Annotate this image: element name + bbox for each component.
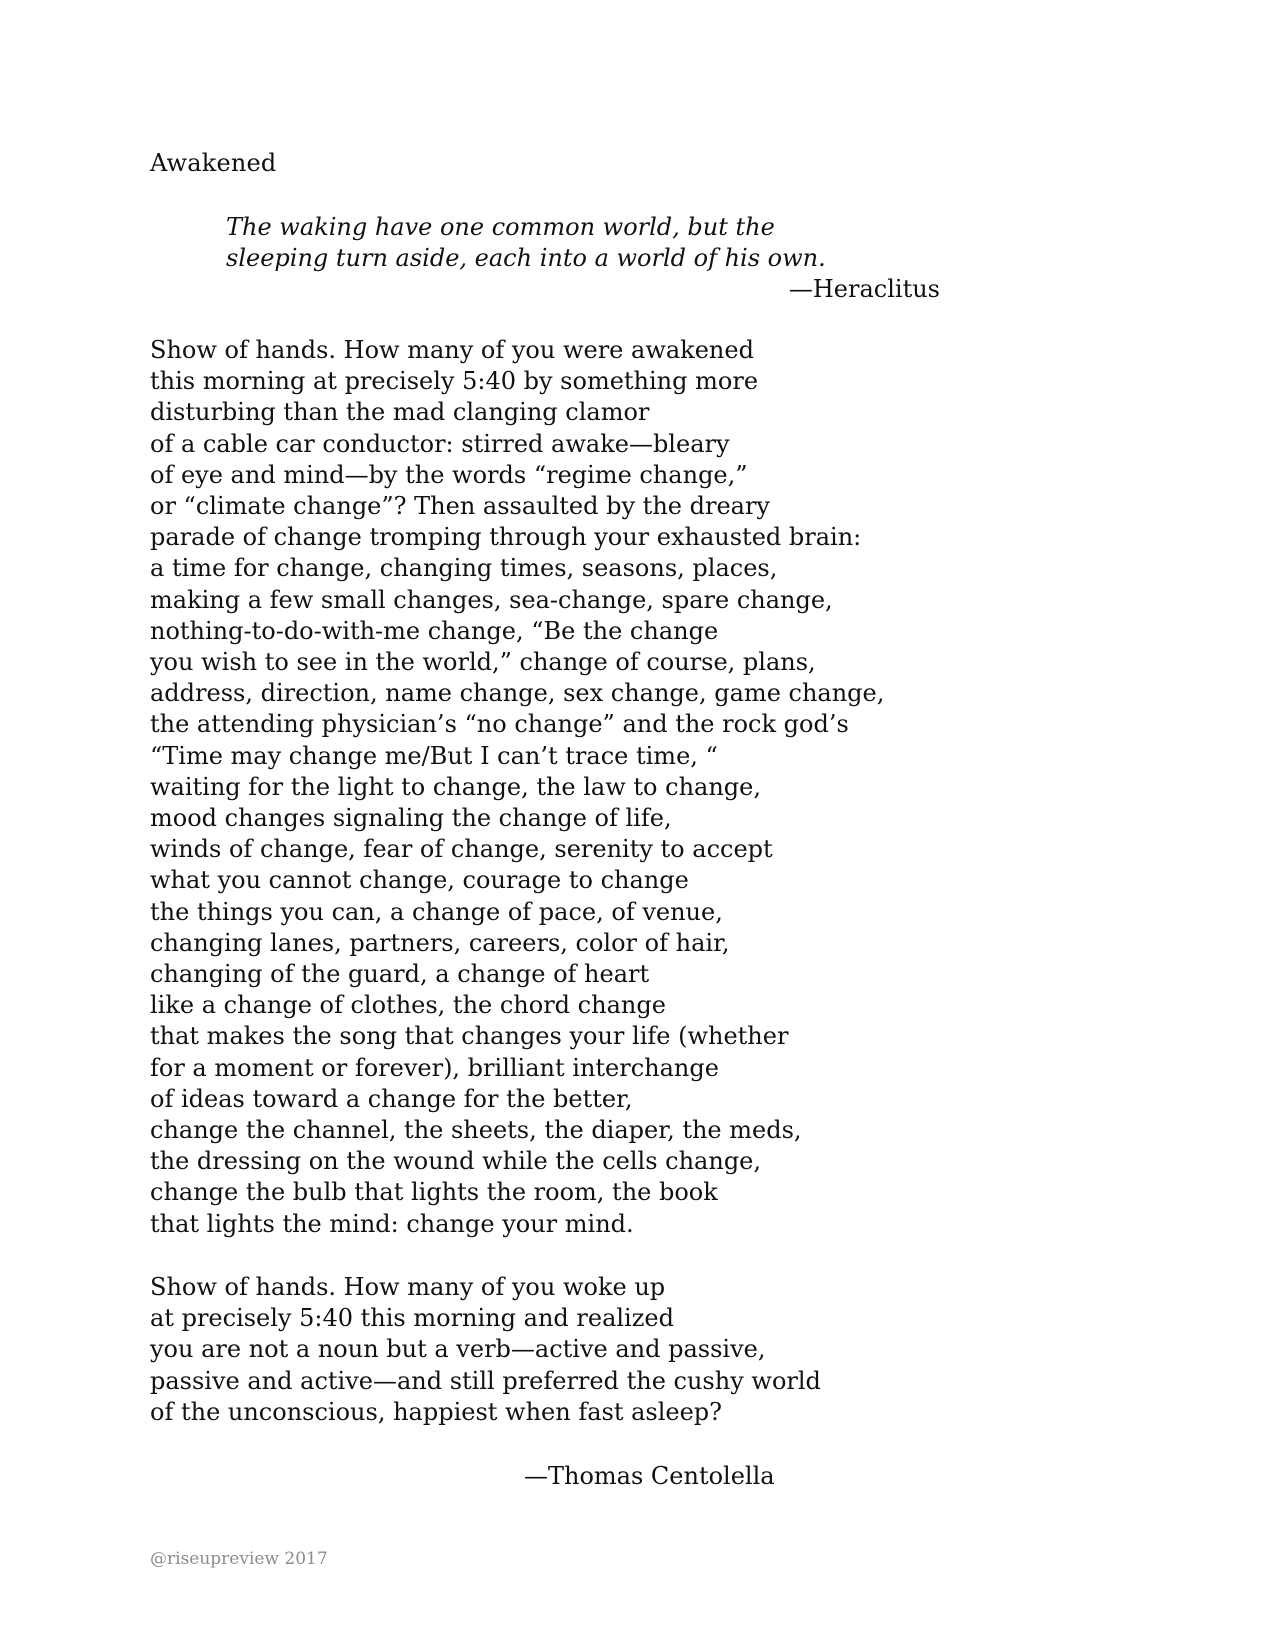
epigraph [226, 212, 946, 274]
poem-line: of eye and mind—by the words “regime change,” [150, 460, 748, 489]
poem-line: of ideas toward a change for the better, [150, 1084, 633, 1113]
poem-line: changing lanes, partners, careers, color of hair, [150, 928, 730, 957]
poem-line: passive and active—and still preferred the cushy world [150, 1366, 821, 1395]
poem-line: of the unconscious, happiest when fast asleep? [150, 1397, 723, 1426]
poem-line: or “climate change”? Then assaulted by the dreary [150, 492, 770, 521]
poem-line: you are not a noun but a verb—active and passive, [150, 1335, 766, 1364]
poem-line: the dressing on the wound while the cells change, [150, 1147, 762, 1176]
poem-line: winds of change, fear of change, serenity to accept [150, 835, 773, 864]
poem-line: waiting for the light to change, the law to change, [150, 772, 761, 801]
poem-line: change the channel, the sheets, the diaper, the meds, [150, 1116, 802, 1145]
epigraph-line: The waking have one common world, but the [226, 213, 775, 241]
poem-title: Awakened [150, 149, 277, 177]
poem-line: a time for change, changing times, seasons, places, [150, 554, 778, 583]
poem-line: “Time may change me/But I can’t trace time, “ [150, 741, 718, 770]
poem-line: Show of hands. How many of you woke up [150, 1273, 666, 1301]
poem-line: that lights the mind: change your mind. [150, 1209, 634, 1238]
poem-line: address, direction, name change, sex change, game change, [150, 679, 885, 708]
poem-line: mood changes signaling the change of life, [150, 804, 672, 833]
poem-line: for a moment or forever), brilliant interchange [150, 1053, 719, 1082]
poem-line: what you cannot change, courage to change [150, 866, 689, 895]
poem-line: change the bulb that lights the room, the book [150, 1178, 718, 1207]
poem-line: Show of hands. How many of you were awakened [150, 336, 754, 364]
poem-line: of a cable car conductor: stirred awake—bleary [150, 429, 730, 458]
epigraph-line: sleeping turn aside, each into a world of his own. [226, 244, 826, 272]
poem-author: —Thomas Centolella [524, 1462, 775, 1490]
epigraph-attribution: —Heraclitus [788, 275, 940, 303]
poem-line: like a change of clothes, the chord change [150, 991, 666, 1020]
poem-line: making a few small changes, sea-change, spare change, [150, 585, 833, 614]
poem-line: this morning at precisely 5:40 by something more [150, 367, 759, 396]
poem-line: you wish to see in the world,” change of course, plans, [150, 648, 816, 677]
stanza-1 [150, 335, 884, 1240]
poem-line: the attending physician’s “no change” and the rock god’s [150, 710, 849, 739]
poem-line: parade of change tromping through your exhausted brain: [150, 523, 862, 552]
poem-line: nothing-to-do-with-me change, “Be the change [150, 616, 719, 645]
poem-line: the things you can, a change of pace, of venue, [150, 897, 723, 926]
copyright-notice: @riseupreview 2017 [150, 1549, 328, 1569]
poem-line: changing of the guard, a change of heart [150, 960, 650, 989]
poem-line: that makes the song that changes your life (whether [150, 1022, 789, 1051]
poem-line: at precisely 5:40 this morning and realized [150, 1304, 674, 1333]
stanza-2 [150, 1272, 821, 1428]
poem-line: disturbing than the mad clanging clamor [150, 398, 650, 427]
